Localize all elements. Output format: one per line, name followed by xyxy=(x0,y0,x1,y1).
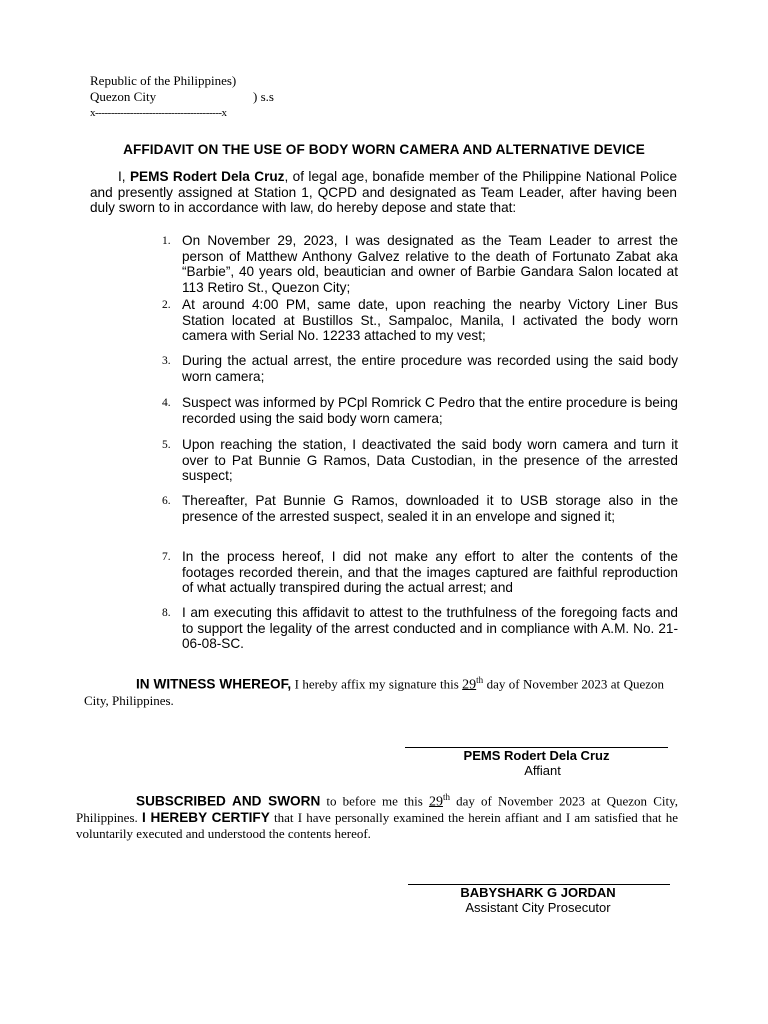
item-text: Thereafter, Pat Bunnie G Ramos, downloaded it to USB storage also in the presence of the arrested suspect, sealed it in an envelope and signed it; xyxy=(182,493,678,524)
item-number: 5. xyxy=(162,439,171,451)
jurat-clause xyxy=(76,789,678,842)
item-text: In the process hereof, I did not make any effort to alter the contents of the footages recorded therein, and that the images captured are faithful reproduction of what actually transpired during the actual arrest; and xyxy=(182,549,678,596)
item-number: 7. xyxy=(162,551,171,563)
list-item xyxy=(162,493,678,524)
jurat-lead: SUBSCRIBED AND SWORN xyxy=(136,793,321,809)
item-number: 1. xyxy=(162,235,171,247)
affiant-name: PEMS Rodert Dela Cruz xyxy=(463,748,610,763)
item-number: 4. xyxy=(162,397,171,409)
item-text: On November 29, 2023, I was designated as the Team Leader to arrest the person of Matthew Anthony Galvez relative to the death of Fortunato Zabat aka “Barbie”, 40 years old, beautician and owner of Barbie Gandara Salon located at 113 Retiro St., Quezon City; xyxy=(182,233,678,295)
jurat-text-3: that I have personally examined the herein affiant and I am satisfied that he voluntarily executed and understood the contents hereof. xyxy=(76,810,679,842)
item-number: 6. xyxy=(162,495,171,507)
item-text: Upon reaching the station, I deactivated the said body worn camera and turn it over to Pat Bunnie G Ramos, Data Custodian, in the presence of the arrested suspect; xyxy=(182,437,678,484)
list-item xyxy=(162,605,678,652)
affiant-role: Affiant xyxy=(524,763,561,778)
intro-paragraph xyxy=(90,169,677,216)
list-item xyxy=(162,297,678,344)
witness-lead: IN WITNESS WHEREOF, xyxy=(136,676,292,692)
venue-city xyxy=(90,89,274,105)
list-item xyxy=(162,549,678,596)
item-text: Suspect was informed by PCpl Romrick C Pedro that the entire procedure is being recorded using the said body worn camera; xyxy=(182,395,678,426)
venue-ss: ) s.s xyxy=(253,89,274,104)
jurat-certify: I HEREBY CERTIFY xyxy=(141,810,270,826)
witness-clause xyxy=(84,672,664,709)
venue-block xyxy=(90,73,274,121)
list-item xyxy=(162,233,678,295)
item-number: 3. xyxy=(162,355,171,367)
jurat-text-1: to before me this xyxy=(320,793,429,809)
venue-separator: x----------------------------------------x xyxy=(90,107,227,119)
item-text: During the actual arrest, the entire procedure was recorded using the said body worn camera; xyxy=(182,353,678,384)
document-title: AFFIDAVIT ON THE USE OF BODY WORN CAMERA AND ALTERNATIVE DEVICE xyxy=(123,142,645,157)
jurat-text-2: day of November 2023 at Quezon City, Philippines. xyxy=(76,793,678,826)
jurat-day-suffix: th xyxy=(442,792,450,802)
jurat-day: 29 xyxy=(428,794,443,810)
affiant-name-inline: PEMS Rodert Dela Cruz xyxy=(129,169,285,184)
list-item xyxy=(162,353,678,384)
item-text: I am executing this affidavit to attest to the truthfulness of the foregoing facts and to support the legality of the arrest conducted and in compliance with A.M. No. 21-06-08-SC. xyxy=(182,605,678,652)
witness-day-suffix: th xyxy=(476,675,484,685)
item-text: At around 4:00 PM, same date, upon reaching the nearby Victory Liner Bus Station located at Bustillos St., Sampaloc, Manila, I activated the body worn camera with Serial No. 12233 attached to my vest; xyxy=(182,297,678,344)
intro-prefix: I, xyxy=(118,169,126,184)
witness-text-1: I hereby affix my signature this xyxy=(291,676,463,692)
witness-text-2: day of November 2023 at Quezon City, Philippines. xyxy=(84,676,664,709)
witness-day: 29 xyxy=(462,677,477,693)
prosecutor-name: BABYSHARK G JORDAN xyxy=(460,885,616,900)
list-item xyxy=(162,437,678,484)
item-number: 8. xyxy=(162,607,171,619)
prosecutor-role: Assistant City Prosecutor xyxy=(465,900,611,915)
list-item xyxy=(162,395,678,426)
venue-city-name: Quezon City xyxy=(90,89,157,104)
item-number: 2. xyxy=(162,299,171,311)
venue-republic: Republic of the Philippines) xyxy=(90,73,237,88)
intro-text: , of legal age, bonafide member of the Philippine National Police and presently assigned at Station 1, QCPD and designated as Team Leader, after having been duly sworn to in accordance with law, do hereby depose and state that: xyxy=(90,169,678,216)
